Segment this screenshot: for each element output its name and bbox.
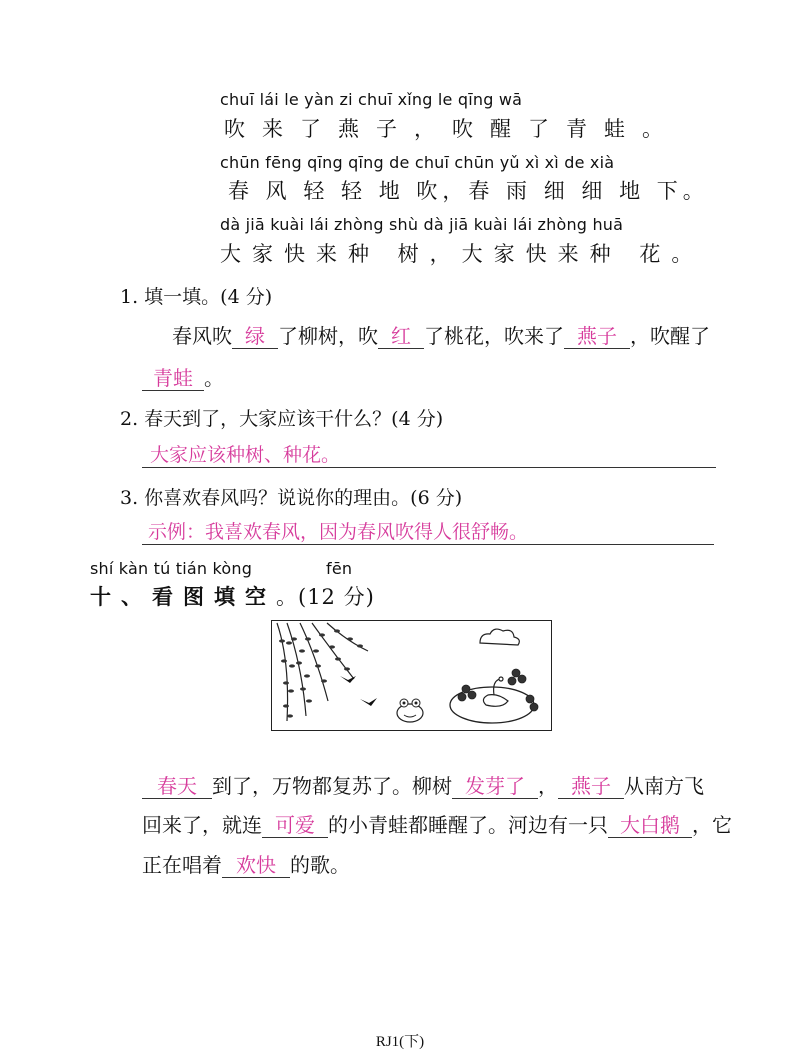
fill-answer-5: 大白鹅 [608, 813, 692, 838]
q1-text-5: 。 [204, 366, 224, 390]
fill-text-7: 正在唱着 [142, 853, 222, 877]
section-10-title-text: 十、看图填空 [90, 584, 276, 609]
question-1-line-1 [172, 320, 710, 349]
question-2-answer: 大家应该种树、种花。 [142, 440, 716, 468]
poem-line-3-hanzi: 大家快来种 树，大家快来种 花。 [220, 242, 704, 266]
swallow-icons [340, 676, 377, 706]
section-10-pinyin-fen: fēn [326, 559, 353, 578]
poem-line-2-hanzi: 春 风 轻 轻 地 吹，春 雨 细 细 地 下。 [228, 179, 709, 203]
fill-text-3: 从南方飞 [624, 774, 704, 798]
fill-line-2 [142, 809, 732, 838]
section-10-title [90, 581, 375, 611]
poem-line-1-hanzi: 吹来了燕子，吹醒了青蛙。 [224, 117, 680, 141]
q1-text-2: 了柳树，吹 [278, 324, 378, 348]
q1-answer-2: 红 [378, 324, 424, 349]
fill-text-4: 回来了，就连 [142, 813, 262, 837]
spring-illustration [271, 620, 552, 731]
fill-answer-6: 欢快 [222, 853, 290, 878]
question-3-label: 3. 你喜欢春风吗？说说你的理由。(6 分) [120, 487, 463, 509]
cloud-icon [480, 629, 519, 645]
q1-text-1: 春风吹 [172, 324, 232, 348]
q1-answer-1: 绿 [232, 324, 278, 349]
q1-answer-4: 青蛙 [142, 366, 204, 391]
page-footer: RJ1(下) [375, 1034, 425, 1050]
poem-line-3-pinyin: dà jiā kuài lái zhòng shù dà jiā kuài lái zhòng huā [220, 215, 624, 234]
fill-text-6: ，它 [692, 813, 732, 837]
q1-answer-3: 燕子 [564, 324, 630, 349]
question-1-line-2 [142, 362, 224, 391]
fill-text-1: 到了，万物都复苏了。柳树 [212, 774, 452, 798]
poem-line-2-pinyin: chūn fēng qīng qīng de chuī chūn yǔ xì xì de xià [220, 153, 615, 172]
q1-text-3: 了桃花，吹来了 [424, 324, 564, 348]
fill-text-8: 的歌。 [290, 853, 350, 877]
fill-answer-3: 燕子 [558, 774, 624, 799]
question-1-label: 1. 填一填。(4 分) [120, 286, 273, 308]
fill-answer-2: 发芽了 [452, 774, 538, 799]
frog-icon [397, 699, 423, 722]
poem-line-1-pinyin: chuī lái le yàn zi chuī xǐng le qīng wā [220, 90, 523, 109]
fill-answer-1: 春天 [142, 774, 212, 799]
fill-text-2: ， [538, 774, 558, 798]
fill-text-5: 的小青蛙都睡醒了。河边有一只 [328, 813, 608, 837]
q1-text-4: ，吹醒了 [630, 324, 710, 348]
willow-branches-icon [277, 623, 368, 721]
section-10-points: 。(12 分) [276, 585, 375, 609]
fill-line-3 [142, 849, 350, 878]
section-10-pinyin: shí kàn tú tián kòng [90, 559, 253, 578]
fill-answer-4: 可爱 [262, 813, 328, 838]
question-3-answer: 示例：我喜欢春风，因为春风吹得人很舒畅。 [142, 517, 714, 545]
fill-line-1 [142, 770, 704, 799]
question-2-label: 2. 春天到了，大家应该干什么？(4 分) [120, 408, 444, 430]
spring-scene-drawing [272, 621, 550, 729]
